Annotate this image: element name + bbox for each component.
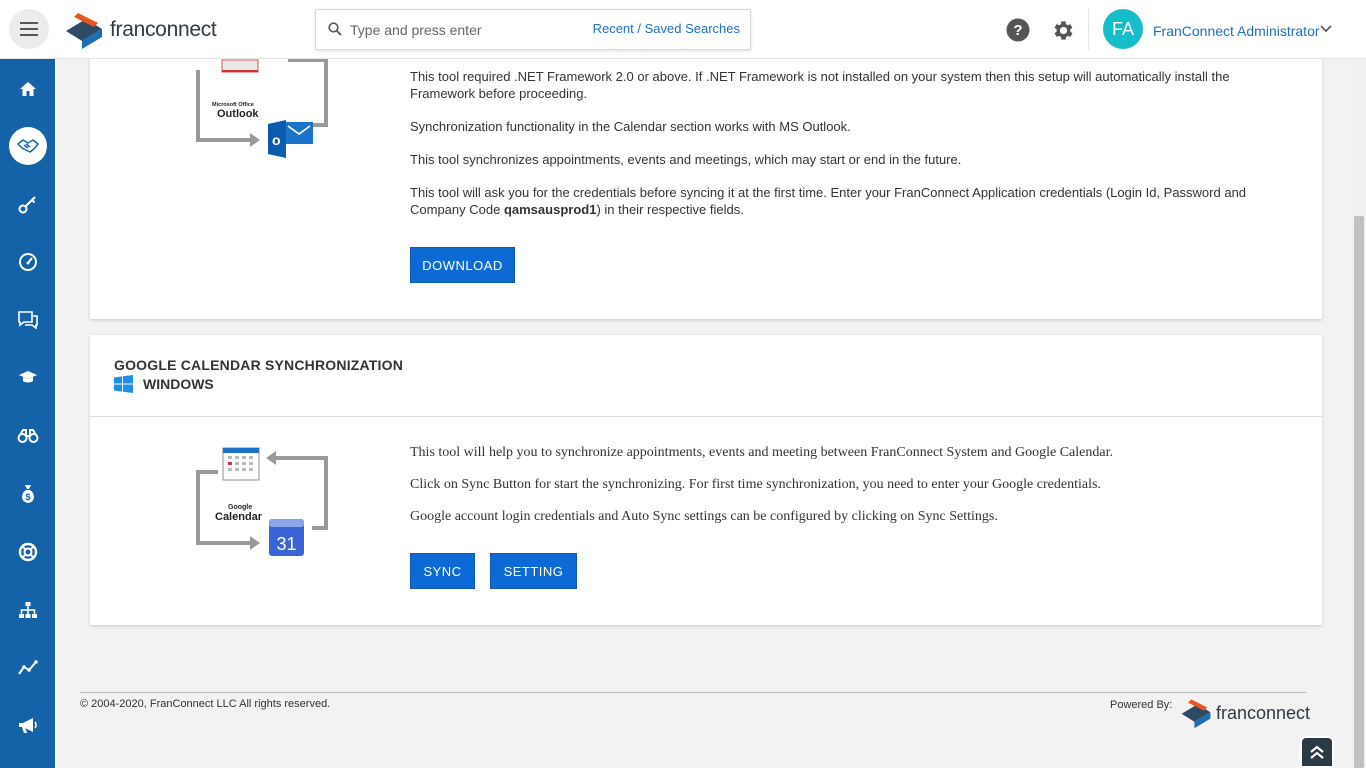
avatar[interactable]: FA bbox=[1103, 9, 1143, 49]
sitemap-icon bbox=[18, 601, 38, 619]
sidebar-item-support[interactable] bbox=[0, 532, 55, 572]
card-title: GOOGLE CALENDAR SYNCHRONIZATION bbox=[114, 357, 404, 373]
sidebar-item-reports[interactable] bbox=[0, 648, 55, 688]
gauge-icon bbox=[18, 252, 38, 272]
megaphone-icon bbox=[18, 717, 38, 735]
sidebar-item-handshake[interactable] bbox=[0, 126, 55, 166]
outlook-sync-scope-text: This tool synchronizes appointments, events and meetings, which may start or end in the future. bbox=[410, 152, 962, 167]
windows-icon bbox=[114, 375, 134, 393]
user-name[interactable]: FranConnect Administrator bbox=[1153, 23, 1320, 39]
sidebar-item-finance[interactable] bbox=[0, 474, 55, 514]
sidebar bbox=[0, 59, 55, 768]
calendar-number: 31 bbox=[276, 534, 297, 554]
home-icon bbox=[19, 80, 37, 98]
sidebar-item-home[interactable] bbox=[0, 69, 55, 109]
sidebar-item-search[interactable] bbox=[0, 416, 55, 456]
gear-icon[interactable] bbox=[1051, 18, 1076, 43]
footer-logo bbox=[1180, 697, 1310, 729]
sidebar-item-dashboard[interactable] bbox=[0, 242, 55, 282]
search-input[interactable] bbox=[350, 18, 590, 42]
line-chart-icon bbox=[18, 660, 38, 676]
franconnect-logo-icon bbox=[1180, 697, 1212, 729]
brand-name: franconnect bbox=[110, 18, 217, 41]
outlook-credentials-text bbox=[410, 184, 1280, 218]
help-icon[interactable] bbox=[1006, 18, 1030, 42]
company-code: qamsausprod1 bbox=[503, 202, 597, 217]
top-header bbox=[0, 0, 1366, 59]
powered-by-label: Powered By: bbox=[1110, 699, 1173, 711]
google-sync-instructions: Click on Sync Button for start the synchronizing. For first time synchronization, you need to enter your Google credentials. bbox=[410, 477, 1101, 492]
search-icon bbox=[328, 22, 342, 36]
footer-brand-name: franconnect bbox=[1216, 702, 1311, 723]
handshake-icon bbox=[17, 138, 39, 154]
google-sync-settings-text: Google account login credentials and Auto Sync settings can be configured by clicking on Sync Settings. bbox=[410, 509, 998, 524]
franconnect-logo[interactable] bbox=[64, 10, 216, 50]
credentials-text-after: ) in their respective fields. bbox=[596, 202, 744, 217]
illustration-label-small: Microsoft Office bbox=[212, 102, 254, 108]
sync-button[interactable]: SYNC bbox=[410, 553, 475, 589]
svg-text:$: $ bbox=[24, 492, 31, 502]
outlook-compat-text: Synchronization functionality in the Calendar section works with MS Outlook. bbox=[410, 119, 851, 134]
scrollbar-thumb[interactable] bbox=[1354, 216, 1364, 768]
card-subtitle bbox=[114, 375, 214, 393]
recent-saved-searches-link[interactable]: Recent / Saved Searches bbox=[592, 21, 740, 36]
setting-button[interactable]: SETTING bbox=[490, 553, 577, 589]
sidebar-item-key[interactable] bbox=[0, 184, 55, 224]
double-chevron-up-icon bbox=[1309, 744, 1325, 760]
card-divider bbox=[90, 416, 1322, 417]
illustration-label: Calendar bbox=[215, 511, 263, 523]
hamburger-line bbox=[20, 28, 38, 30]
google-calendar-sync-illustration bbox=[190, 440, 340, 560]
sidebar-item-messages[interactable] bbox=[0, 300, 55, 340]
header-divider bbox=[1088, 8, 1089, 50]
google-sync-description: This tool will help you to synchronize appointments, events and meeting between FranConnect System and Google Calendar. bbox=[410, 445, 1113, 460]
sidebar-item-hierarchy[interactable] bbox=[0, 590, 55, 630]
illustration-label-small: Google bbox=[228, 504, 253, 511]
binoculars-icon bbox=[17, 428, 39, 444]
illustration-label: Outlook bbox=[217, 108, 259, 120]
graduation-cap-icon bbox=[18, 370, 38, 386]
sidebar-item-training[interactable] bbox=[0, 358, 55, 398]
key-icon bbox=[18, 194, 38, 214]
outlook-sync-card bbox=[90, 30, 1322, 319]
scroll-to-top-button[interactable] bbox=[1300, 736, 1334, 768]
hamburger-line bbox=[20, 34, 38, 36]
download-button[interactable]: DOWNLOAD bbox=[410, 247, 515, 283]
money-bag-icon bbox=[19, 484, 37, 504]
sidebar-item-marketing[interactable] bbox=[0, 706, 55, 746]
franconnect-logo-icon bbox=[64, 11, 104, 49]
hamburger-line bbox=[20, 22, 38, 24]
chat-icon bbox=[18, 311, 38, 329]
outlook-requirements-text: This tool required .NET Framework 2.0 or above. If .NET Framework is not installed on your system then this setup will automatically install the Framework before proceeding. bbox=[410, 69, 1230, 101]
platform-label: WINDOWS bbox=[143, 376, 214, 392]
credentials-text-before: This tool will ask you for the credentials before syncing it at the first time. Enter your FranConnect Application credentials (Login Id, Password and Company Code bbox=[410, 185, 1247, 217]
page-scrollbar[interactable] bbox=[1352, 59, 1366, 768]
active-indicator bbox=[9, 127, 47, 165]
google-calendar-sync-card bbox=[90, 335, 1322, 625]
hamburger-menu-button[interactable] bbox=[9, 9, 49, 49]
chevron-down-icon[interactable] bbox=[1320, 25, 1332, 33]
footer-divider bbox=[80, 692, 1306, 693]
copyright-text: © 2004-2020, FranConnect LLC All rights reserved. bbox=[80, 698, 331, 710]
lifebuoy-icon bbox=[18, 542, 38, 562]
global-search bbox=[315, 9, 751, 50]
svg-text:?: ? bbox=[1013, 22, 1023, 39]
svg-text:o: o bbox=[272, 132, 281, 148]
